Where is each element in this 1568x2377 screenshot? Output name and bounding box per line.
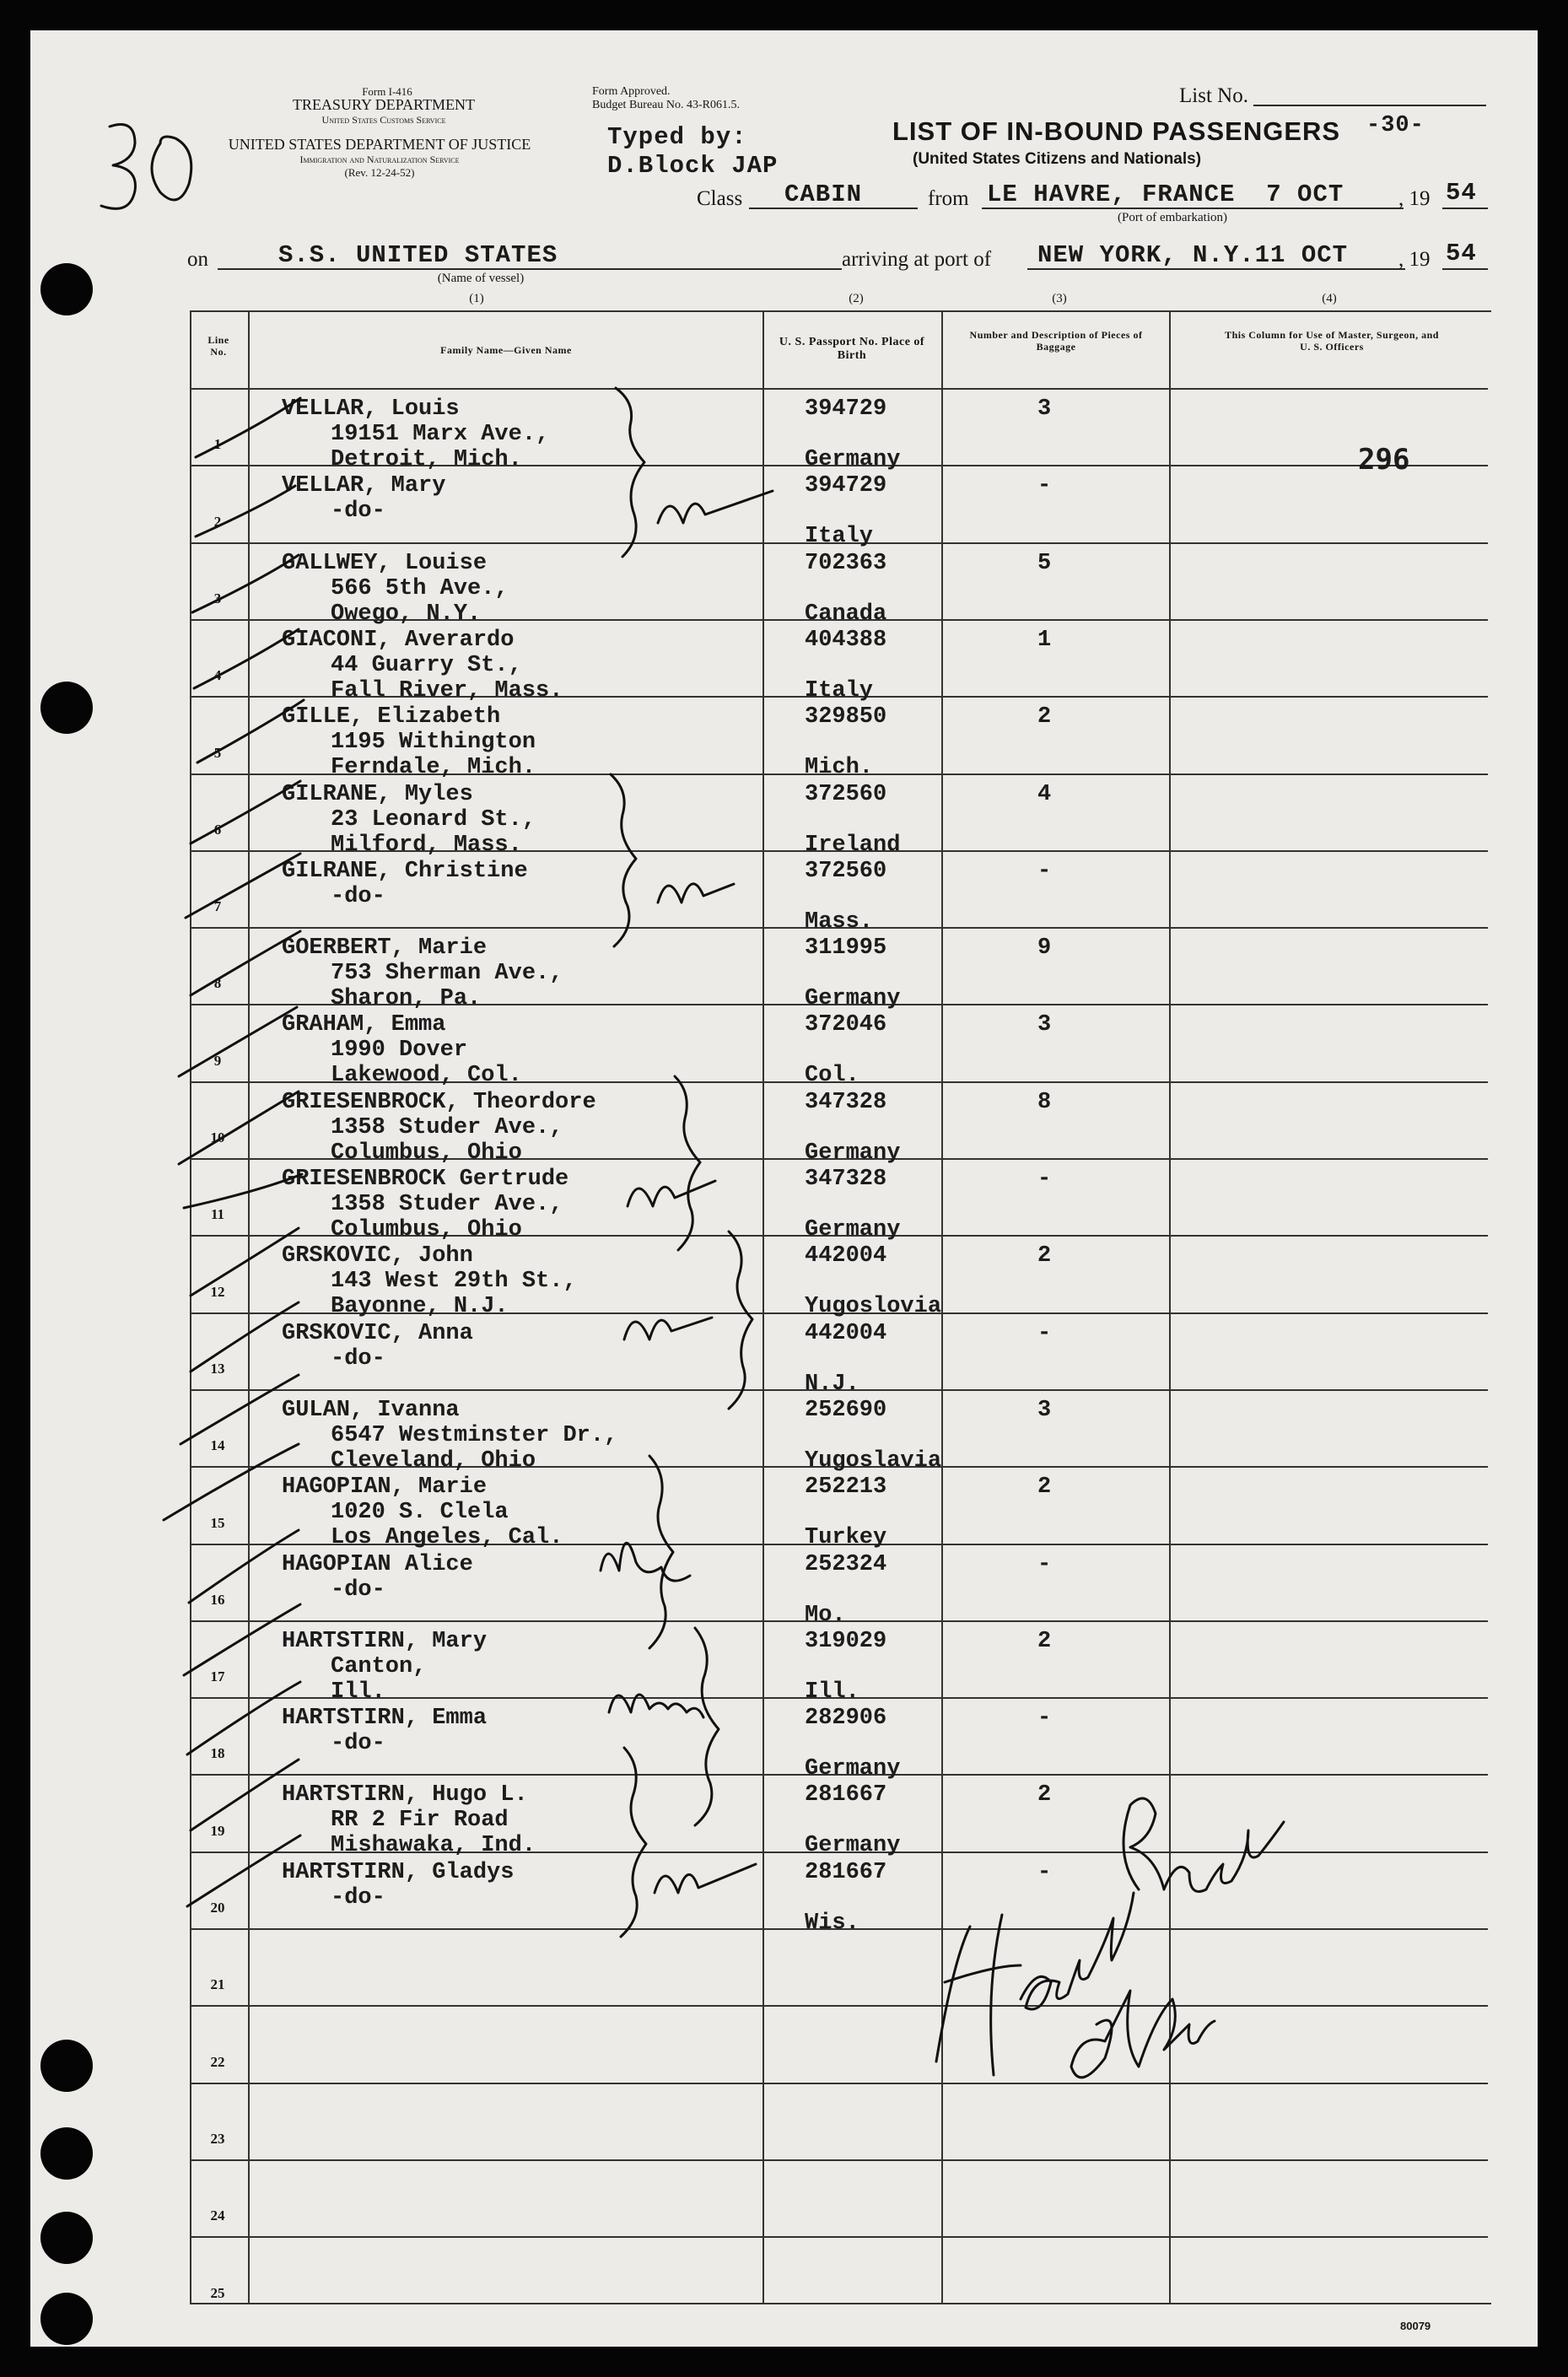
budget-bureau: Budget Bureau No. 43-R061.5. bbox=[592, 99, 740, 111]
place-of-birth: Ill. bbox=[805, 1679, 859, 1705]
passenger-name: GILLE, Elizabeth bbox=[282, 704, 501, 730]
line-number: 2 bbox=[213, 514, 222, 530]
col-divider bbox=[762, 310, 764, 2303]
header-officers: This Column for Use of Master, Surgeon, and U. S. Officers bbox=[1225, 329, 1439, 353]
passport-number: 329850 bbox=[805, 704, 887, 730]
passenger-address-line2: Sharon, Pa. bbox=[331, 986, 482, 1011]
passport-number: 281667 bbox=[805, 1860, 887, 1885]
baggage-count: 1 bbox=[1037, 628, 1052, 653]
col-marker-2: (2) bbox=[849, 292, 864, 305]
line-number: 22 bbox=[210, 2054, 225, 2070]
arriving-year-prefix: , 19 bbox=[1398, 248, 1431, 271]
place-of-birth: Germany bbox=[805, 447, 901, 472]
justice-dept: UNITED STATES DEPARTMENT OF JUSTICE bbox=[228, 136, 531, 153]
line-number: 4 bbox=[213, 667, 222, 683]
passport-number: 442004 bbox=[805, 1243, 887, 1269]
baggage-count: 2 bbox=[1037, 1243, 1052, 1269]
passenger-name: GIACONI, Averardo bbox=[282, 628, 515, 653]
from-label: from bbox=[928, 187, 969, 210]
line-number: 13 bbox=[210, 1361, 225, 1377]
class-value: CABIN bbox=[784, 181, 863, 208]
punch-hole bbox=[40, 2293, 93, 2345]
form-number: Form I-416 bbox=[362, 85, 412, 98]
punch-hole bbox=[40, 263, 93, 315]
passenger-name: GRSKOVIC, Anna bbox=[282, 1321, 473, 1346]
passenger-address-line1: -do- bbox=[331, 1346, 385, 1372]
class-label: Class bbox=[697, 187, 743, 210]
baggage-count: - bbox=[1037, 1552, 1052, 1577]
passenger-name: GRIESENBROCK Gertrude bbox=[282, 1167, 569, 1192]
baggage-count: 3 bbox=[1037, 1012, 1052, 1038]
passport-number: 252324 bbox=[805, 1552, 887, 1577]
line-number: 9 bbox=[213, 1053, 222, 1069]
passenger-address-line2: Fall River, Mass. bbox=[331, 678, 563, 703]
revision: (Rev. 12-24-52) bbox=[344, 166, 415, 179]
line-number: 14 bbox=[210, 1437, 225, 1453]
page-subtitle: (United States Citizens and Nationals) bbox=[913, 150, 1202, 168]
passport-number: 442004 bbox=[805, 1321, 887, 1346]
col-marker-4: (4) bbox=[1322, 292, 1337, 305]
place-of-birth: Germany bbox=[805, 1217, 901, 1242]
passenger-address-line2: Cleveland, Ohio bbox=[331, 1448, 536, 1474]
line-number: 23 bbox=[210, 2131, 225, 2147]
baggage-count: - bbox=[1037, 859, 1052, 884]
list-no-line bbox=[1253, 105, 1486, 106]
row-divider bbox=[191, 2005, 1488, 2007]
passenger-name: HARTSTIRN, Mary bbox=[282, 1629, 488, 1654]
passenger-name: GRIESENBROCK, Theordore bbox=[282, 1090, 596, 1115]
place-of-birth: Canada bbox=[805, 601, 887, 627]
passenger-address-line2: Columbus, Ohio bbox=[331, 1140, 522, 1166]
header-name: Family Name—Given Name bbox=[440, 344, 572, 356]
place-of-birth: Mich. bbox=[805, 755, 874, 780]
passenger-address-line2: Detroit, Mich. bbox=[331, 447, 522, 472]
passport-number: 252690 bbox=[805, 1398, 887, 1423]
passenger-address-line1: -do- bbox=[331, 1731, 385, 1756]
place-of-birth: Germany bbox=[805, 986, 901, 1011]
baggage-count: - bbox=[1037, 473, 1052, 499]
line-number: 6 bbox=[213, 822, 222, 838]
place-of-birth: Ireland bbox=[805, 833, 901, 858]
passenger-name: VELLAR, Mary bbox=[282, 473, 446, 499]
arriving-label: arriving at port of bbox=[842, 248, 992, 271]
punch-hole bbox=[40, 2040, 93, 2092]
col-marker-3: (3) bbox=[1052, 292, 1067, 305]
passport-number: 347328 bbox=[805, 1090, 887, 1115]
passport-number: 347328 bbox=[805, 1167, 887, 1192]
line-number: 15 bbox=[210, 1515, 225, 1531]
passenger-address-line1: 143 West 29th St., bbox=[331, 1269, 577, 1294]
arriving-year-line bbox=[1442, 268, 1488, 270]
col-marker-1: (1) bbox=[469, 292, 484, 305]
line-number: 8 bbox=[213, 975, 222, 991]
passport-number: 702363 bbox=[805, 551, 887, 576]
from-year: 54 bbox=[1446, 179, 1477, 207]
vessel-label: (Name of vessel) bbox=[437, 272, 525, 285]
passenger-name: HARTSTIRN, Gladys bbox=[282, 1860, 515, 1885]
from-year-prefix: , 19 bbox=[1398, 187, 1431, 210]
passenger-address-line1: 753 Sherman Ave., bbox=[331, 961, 563, 986]
from-value: LE HAVRE, FRANCE 7 OCT bbox=[987, 181, 1344, 208]
port-embarkation-label: (Port of embarkation) bbox=[1118, 211, 1227, 224]
passenger-name: GALLWEY, Louise bbox=[282, 551, 488, 576]
arriving-year: 54 bbox=[1446, 240, 1477, 267]
page-title: LIST OF IN-BOUND PASSENGERS bbox=[892, 116, 1341, 146]
passport-number: 282906 bbox=[805, 1706, 887, 1731]
vessel-name: S.S. UNITED STATES bbox=[278, 241, 558, 269]
line-number: 20 bbox=[210, 1900, 225, 1916]
passport-number: 281667 bbox=[805, 1782, 887, 1808]
passenger-name: HAGOPIAN Alice bbox=[282, 1552, 473, 1577]
baggage-count: 8 bbox=[1037, 1090, 1052, 1115]
passport-number: 404388 bbox=[805, 628, 887, 653]
passenger-address-line1: 1195 Withington bbox=[331, 730, 536, 755]
baggage-count: - bbox=[1037, 1860, 1052, 1885]
line-number: 10 bbox=[210, 1129, 225, 1145]
col-divider bbox=[1169, 310, 1171, 2303]
line-number: 3 bbox=[213, 590, 222, 606]
officer-note: 296 bbox=[1358, 443, 1410, 477]
line-number: 19 bbox=[210, 1823, 225, 1839]
baggage-count: 5 bbox=[1037, 551, 1052, 576]
passenger-address-line1: 1358 Studer Ave., bbox=[331, 1192, 563, 1217]
passenger-name: GRAHAM, Emma bbox=[282, 1012, 446, 1038]
passenger-address-line1: RR 2 Fir Road bbox=[331, 1808, 509, 1833]
baggage-count: 4 bbox=[1037, 782, 1052, 807]
header-baggage: Number and Description of Pieces of Baggage bbox=[969, 329, 1143, 353]
passenger-address-line1: Canton, bbox=[331, 1654, 427, 1679]
passenger-address-line2: Bayonne, N.J. bbox=[331, 1294, 509, 1319]
col-divider bbox=[941, 310, 943, 2303]
passenger-name: HARTSTIRN, Emma bbox=[282, 1706, 488, 1731]
row-divider bbox=[191, 2159, 1488, 2161]
on-label: on bbox=[187, 248, 208, 271]
list-no-value: -30- bbox=[1366, 113, 1425, 138]
baggage-count: 2 bbox=[1037, 1782, 1052, 1808]
passenger-address-line2: Ill. bbox=[331, 1679, 385, 1705]
passport-number: 372046 bbox=[805, 1012, 887, 1038]
from-year-line bbox=[1442, 208, 1488, 209]
passenger-address-line2: Columbus, Ohio bbox=[331, 1217, 522, 1242]
line-number: 24 bbox=[210, 2207, 225, 2223]
line-number: 7 bbox=[213, 898, 222, 914]
customs-service: United States Customs Service bbox=[321, 114, 446, 126]
passport-number: 372560 bbox=[805, 859, 887, 884]
passenger-name: GILRANE, Christine bbox=[282, 859, 528, 884]
typed-by-label: Typed by: bbox=[607, 123, 747, 151]
passenger-name: GRSKOVIC, John bbox=[282, 1243, 473, 1269]
passport-number: 252213 bbox=[805, 1474, 887, 1500]
passenger-name: GULAN, Ivanna bbox=[282, 1398, 460, 1423]
passenger-address-line2: Owego, N.Y. bbox=[331, 601, 482, 627]
line-number: 5 bbox=[213, 745, 222, 761]
place-of-birth: Col. bbox=[805, 1063, 859, 1088]
list-no-label: List No. bbox=[1179, 84, 1248, 107]
baggage-count: 2 bbox=[1037, 704, 1052, 730]
col-divider bbox=[248, 310, 250, 2303]
passport-number: 394729 bbox=[805, 396, 887, 422]
line-number: 16 bbox=[210, 1592, 225, 1608]
passenger-address-line1: 44 Guarry St., bbox=[331, 653, 522, 678]
passenger-address-line1: 6547 Westminster Dr., bbox=[331, 1423, 618, 1448]
baggage-count: - bbox=[1037, 1321, 1052, 1346]
passenger-address-line1: 566 5th Ave., bbox=[331, 576, 509, 601]
row-divider bbox=[191, 2083, 1488, 2084]
place-of-birth: Italy bbox=[805, 678, 874, 703]
arriving-value: NEW YORK, N.Y.11 OCT bbox=[1037, 241, 1349, 269]
passenger-address-line1: 19151 Marx Ave., bbox=[331, 422, 550, 447]
baggage-count: 2 bbox=[1037, 1474, 1052, 1500]
place-of-birth: N.J. bbox=[805, 1372, 859, 1397]
passenger-name: GILRANE, Myles bbox=[282, 782, 473, 807]
line-number: 21 bbox=[210, 1976, 225, 1992]
punch-hole bbox=[40, 682, 93, 734]
passport-number: 372560 bbox=[805, 782, 887, 807]
passport-number: 394729 bbox=[805, 473, 887, 499]
passenger-address-line2: Los Angeles, Cal. bbox=[331, 1525, 563, 1550]
place-of-birth: Germany bbox=[805, 1756, 901, 1781]
passenger-name: VELLAR, Louis bbox=[282, 396, 460, 422]
punch-hole bbox=[40, 2127, 93, 2180]
baggage-count: - bbox=[1037, 1167, 1052, 1192]
line-number: 25 bbox=[210, 2285, 225, 2301]
passenger-address-line2: Mishawaka, Ind. bbox=[331, 1833, 536, 1858]
place-of-birth: Italy bbox=[805, 524, 874, 549]
ins-service: Immigration and Naturalization Service bbox=[299, 154, 460, 165]
punch-hole bbox=[40, 2212, 93, 2264]
baggage-count: - bbox=[1037, 1706, 1052, 1731]
passenger-address-line1: 1020 S. Clela bbox=[331, 1500, 509, 1525]
passenger-address-line1: -do- bbox=[331, 499, 385, 524]
typed-by-name: D.Block JAP bbox=[607, 152, 779, 180]
place-of-birth: Yugoslavia bbox=[805, 1448, 942, 1474]
place-of-birth: Germany bbox=[805, 1140, 901, 1166]
line-number: 1 bbox=[213, 436, 222, 452]
header-divider bbox=[191, 388, 1488, 390]
line-number: 17 bbox=[210, 1668, 225, 1684]
place-of-birth: Yugoslovia bbox=[805, 1294, 942, 1319]
baggage-count: 9 bbox=[1037, 935, 1052, 961]
line-number: 11 bbox=[210, 1206, 225, 1222]
passenger-name: HAGOPIAN, Marie bbox=[282, 1474, 488, 1500]
passport-number: 311995 bbox=[805, 935, 887, 961]
baggage-count: 3 bbox=[1037, 396, 1052, 422]
line-number: 18 bbox=[210, 1745, 225, 1761]
passport-number: 319029 bbox=[805, 1629, 887, 1654]
passenger-name: GOERBERT, Marie bbox=[282, 935, 488, 961]
baggage-count: 2 bbox=[1037, 1629, 1052, 1654]
passenger-address-line1: 1358 Studer Ave., bbox=[331, 1115, 563, 1140]
treasury-dept: TREASURY DEPARTMENT bbox=[292, 96, 476, 113]
passenger-name: HARTSTIRN, Hugo L. bbox=[282, 1782, 528, 1808]
row-divider bbox=[191, 2236, 1488, 2238]
place-of-birth: Germany bbox=[805, 1833, 901, 1858]
place-of-birth: Mo. bbox=[805, 1603, 846, 1628]
header-passport: U. S. Passport No. Place of Birth bbox=[779, 336, 925, 362]
passenger-address-line2: Milford, Mass. bbox=[331, 833, 522, 858]
place-of-birth: Mass. bbox=[805, 909, 874, 935]
passenger-address-line1: 23 Leonard St., bbox=[331, 807, 536, 833]
passenger-address-line1: -do- bbox=[331, 1577, 385, 1603]
place-of-birth: Wis. bbox=[805, 1911, 859, 1936]
line-number: 12 bbox=[210, 1284, 225, 1300]
place-of-birth: Turkey bbox=[805, 1525, 887, 1550]
footer-code: 80079 bbox=[1400, 2320, 1431, 2332]
passenger-address-line1: -do- bbox=[331, 884, 385, 909]
passenger-address-line2: Ferndale, Mich. bbox=[331, 755, 536, 780]
form-approved: Form Approved. bbox=[592, 85, 671, 98]
passenger-address-line1: -do- bbox=[331, 1885, 385, 1911]
header-line-no: Line No. bbox=[207, 334, 229, 358]
passenger-address-line2: Lakewood, Col. bbox=[331, 1063, 522, 1088]
passenger-address-line1: 1990 Dover bbox=[331, 1038, 468, 1063]
baggage-count: 3 bbox=[1037, 1398, 1052, 1423]
